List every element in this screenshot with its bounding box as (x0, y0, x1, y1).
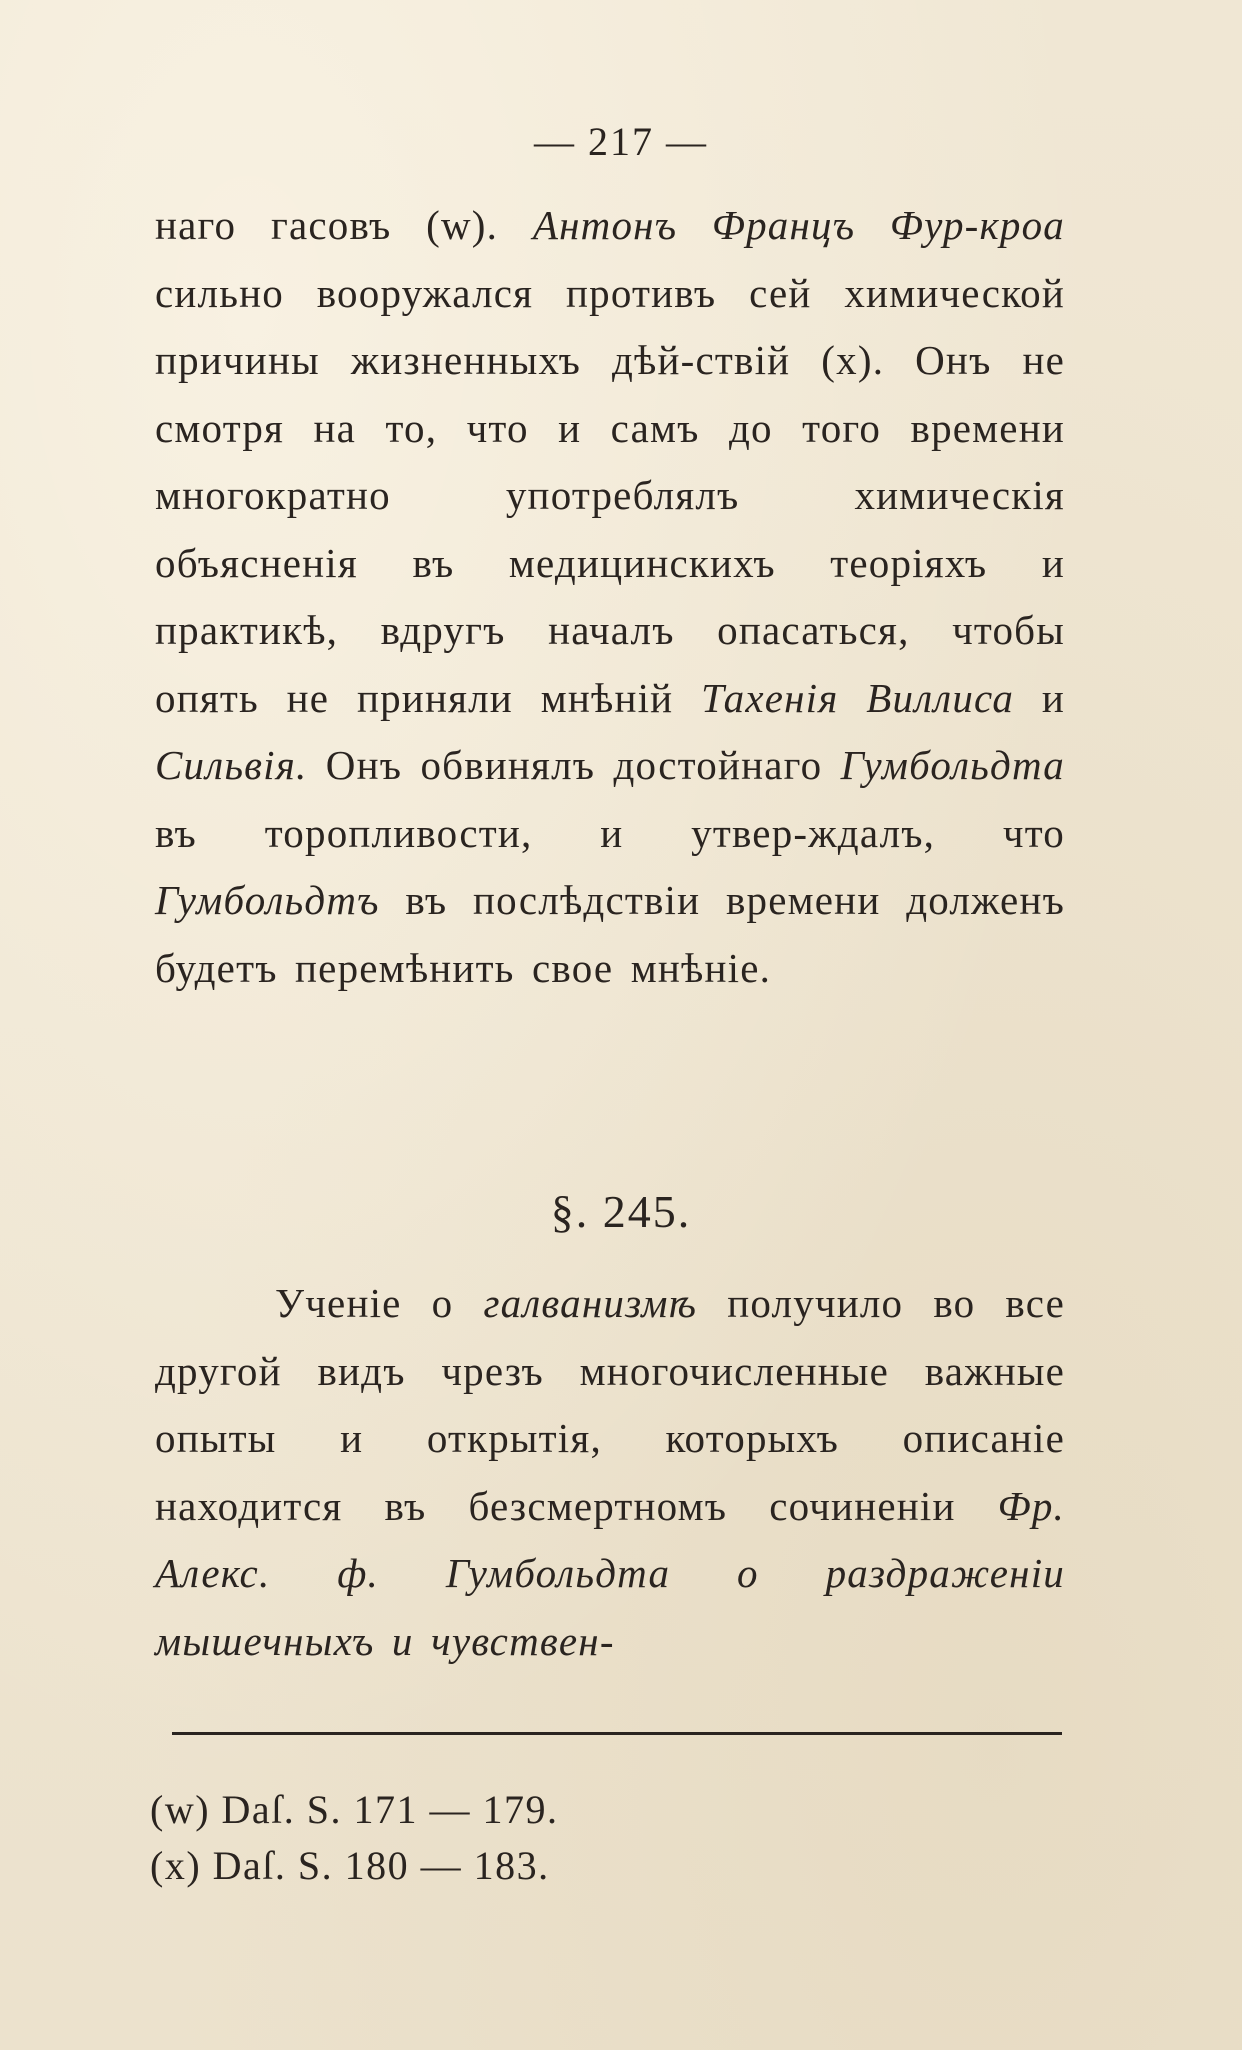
text-run: и (1014, 674, 1065, 721)
text-run-italic: Тахенія Виллиса (701, 674, 1015, 721)
paragraph-2 (155, 1270, 1065, 1675)
text-run: получило во все другой видъ чрезъ многочисленные важные опыты и открытія, которыхъ описаніе находится въ безсмертномъ сочиненіи (155, 1280, 1065, 1529)
paragraph-1 (155, 192, 1065, 1002)
text-run: наго гасовъ (w). (155, 202, 533, 248)
text-run-italic: Фр. Алекс. ф. Гумбольдта о раздраженіи мышечныхъ и чувствен- (155, 1482, 1065, 1664)
section-heading: §. 245. (550, 1186, 692, 1237)
footnote-w: (w) Daſ. S. 171 — 179. (150, 1787, 559, 1832)
text-run: сильно вооружался противъ сей химической причины жизненныхъ дѣй-ствій (х). Онъ не смотря на то, что и самъ до того времени многократно употреблялъ химическія объясненія въ медицинскихъ теоріяхъ и практикѣ, вдругъ началъ опасаться, чтобы опять не приняли мнѣній (155, 269, 1065, 721)
text-run-italic: Антонъ Францъ Фур-кроа (532, 202, 1065, 248)
text-run: въ послѣдствіи времени долженъ будетъ перемѣнить свое мнѣніе. (155, 877, 1065, 991)
text-run: Онъ обвинялъ достойнаго (307, 742, 841, 788)
text-run-italic: галванизмѣ (483, 1280, 698, 1326)
text-run-italic: Гумбольдтъ (155, 877, 380, 923)
page-number: — 217 — (534, 119, 708, 164)
footnote-x: (x) Daſ. S. 180 — 183. (150, 1843, 550, 1888)
text-run-italic: Сильвія. (155, 742, 308, 788)
text-run: въ торопливости, и утвер-ждалъ, что (155, 809, 1065, 856)
text-run: Ученіе о (275, 1280, 484, 1326)
footnotes (150, 1782, 559, 1894)
footnote-divider (172, 1732, 1062, 1735)
text-run-italic: Гумбольдта (840, 742, 1065, 788)
